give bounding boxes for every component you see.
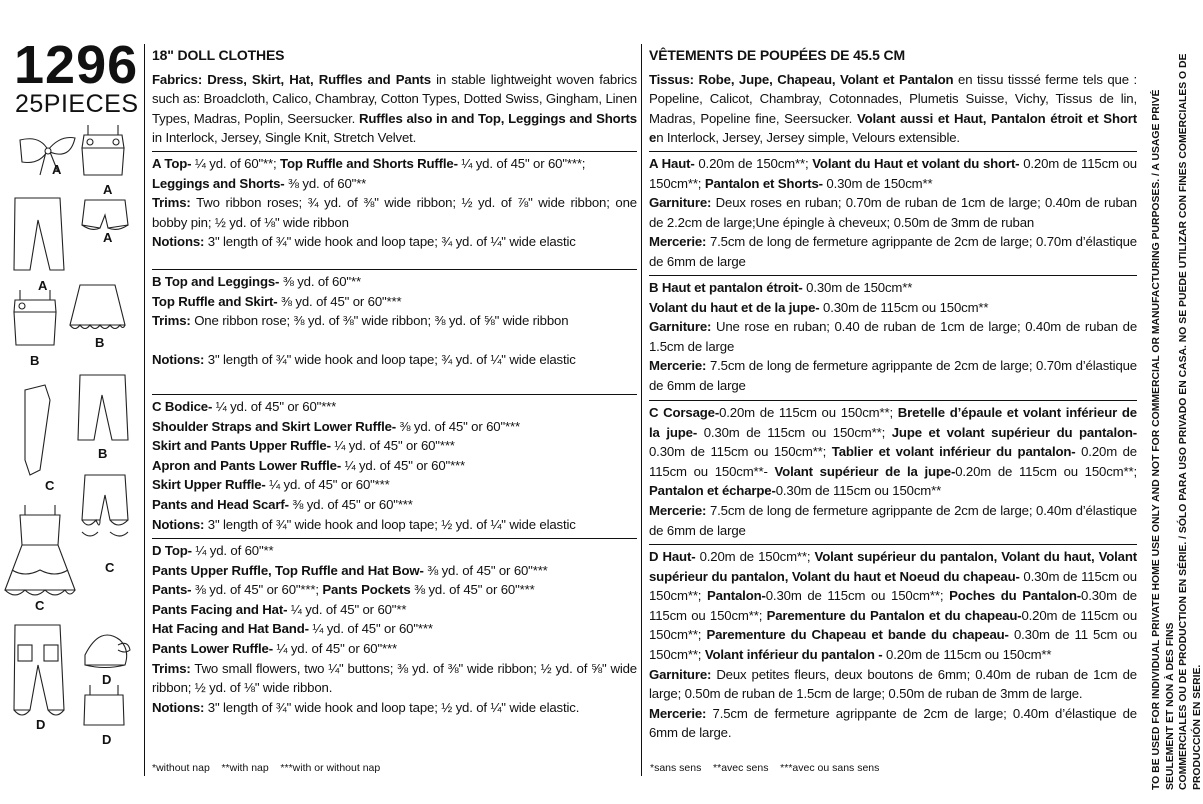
c-cors-label: C Corsage- (649, 404, 720, 420)
sketch-label-a: A (103, 230, 113, 245)
d-facing-text: ¼ yd. of 45" or 60"** (287, 601, 407, 617)
english-footnote: *without nap **with nap ***with or without nap (152, 762, 381, 774)
english-title: 18" DOLL CLOTHES (152, 47, 285, 63)
a-legs-label: Leggings and Shorts- (152, 175, 285, 191)
b-notions-label: Notions: (152, 351, 205, 367)
d-vol-label: Volant supérieur du pantalon, Volant du haut, Volant supérieur du pantalon, Volant du haut et Noeud du chapeau- (649, 548, 1138, 584)
sketch-label-a: A (52, 162, 62, 177)
a-ruffle-label: Top Ruffle and Shorts Ruffle- (280, 155, 458, 171)
pants-d-sketch (14, 625, 64, 715)
c-vsup-text: 0.20m de 115cm ou 150cm**; (955, 463, 1137, 479)
c-apron-label: Apron and Pants Lower Ruffle- (152, 457, 342, 473)
tissus-label: Tissus: Robe, Jupe, Chapeau, Volant et Pantalon (649, 71, 954, 87)
d-vinf-text: 0.20m de 115cm ou 150cm** (882, 646, 1052, 662)
a-top-label: A Top- (152, 155, 192, 171)
fabrics-label: Fabrics: Dress, Skirt, Hat, Ruffles and Pants (152, 71, 431, 87)
d-merc-text: 7.5cm de fermeture agrippante de 2cm de large; 0.40m d’élastique de 6mm de large. (649, 705, 1137, 741)
c-ech-label: Pantalon et écharpe- (649, 483, 776, 499)
d-merc-label: Mercerie: (649, 705, 707, 721)
d-vinf-label: Volant inférieur du pantalon - (704, 646, 883, 662)
b-top-text: ⅜ yd. of 60"** (279, 273, 361, 289)
english-section-b (152, 270, 637, 395)
sketch-label-c: C (45, 478, 55, 493)
c-bret-text: 0.30m de 115cm ou 150cm**; (697, 424, 892, 440)
d-haut-text: 0.20m de 150cm**; (695, 548, 815, 564)
hat-d-sketch (85, 635, 130, 668)
c-bret-label: Bretelle d’épaule et volant inférieur de la jupe- (649, 404, 1137, 440)
divider-middle (641, 44, 642, 776)
d-garn-text: Deux petites fleurs, deux boutons de 6mm; 0.40m de ruban de 1cm de large; 0.50m de ruban de 1.5cm de large; 0.50m de ruban de 3mm de large. (649, 666, 1137, 702)
d-poch-label: Poches du Pantalon- (949, 588, 1082, 604)
a-merc-label: Mercerie: (649, 234, 707, 250)
d-pants-text: ⅜ yd. of 45" or 60"***; (191, 582, 323, 598)
side-disclaimer (1150, 30, 1203, 790)
sketch-panel (0, 120, 140, 760)
d-garn-label: Garniture: (649, 666, 712, 682)
c-notions-label: Notions: (152, 516, 205, 532)
sketch-label-c: C (105, 560, 115, 575)
c-upper-label: Skirt Upper Ruffle- (152, 477, 266, 493)
french-tissus (649, 68, 1137, 152)
pants-c-sketch (82, 475, 128, 536)
french-section-a (649, 152, 1137, 276)
d-par2-text: 0.30m de 11 5cm ou 150cm**; (649, 627, 1138, 662)
leggings-b-sketch (78, 375, 128, 440)
side-disclaimer-line-2: COMMERCIALES OU DE PRODUCTION EN SÉRIE. / SÓLO PARA USO PRIVADO EN CASA. NO SE PUEDE UTILIZAR CON FINES COMERCIALES O DE PRODUCCIÓN EN SERIE. (1178, 53, 1203, 790)
a-volant-label: Volant du Haut et volant du short- (812, 155, 1020, 171)
pattern-number: 1296 (14, 35, 139, 95)
d-lower-text: ¼ yd. of 45" or 60"*** (272, 640, 397, 656)
b-garn-text: Une rose en ruban; 0.40 de ruban de 1cm de large; 0.40m de ruban de 1.5cm de large (649, 319, 1137, 354)
a-haut-text: 0.20m de 150cm**; (694, 155, 813, 171)
b-haut-label: B Haut et pantalon étroit- (649, 279, 803, 295)
d-hatband-label: Hat Facing and Hat Band- (152, 621, 309, 637)
sketch-label-b: B (30, 353, 40, 368)
french-section-b (649, 276, 1137, 401)
d-pockets-label: Pants Pockets (322, 582, 411, 598)
a-legs-text: ⅜ yd. of 60"** (284, 175, 367, 191)
sketch-label-a: A (38, 278, 48, 293)
c-jupe-label: Jupe et volant supérieur du pantalon- (891, 424, 1138, 440)
shorts-sketch (82, 200, 128, 229)
top-d-sketch (84, 685, 124, 725)
english-fabrics (152, 68, 637, 152)
french-section-c (649, 401, 1137, 545)
c-skirt-text: ¼ yd. of 45" or 60"*** (330, 438, 455, 454)
dress-c-sketch (5, 505, 75, 595)
divider-left (144, 44, 145, 776)
sketch-label-a: A (103, 182, 113, 197)
d-hatband-text: ¼ yd. of 45" or 60"*** (308, 621, 433, 637)
side-disclaimer-line-1: TO BE USED FOR INDIVIDUAL PRIVATE HOME USE ONLY AND NOT FOR COMMERCIAL OR MANUFACTURING PURPOSES. / A USAGE PRIVÉ SEULEMENT ET NON À DES FINS (1151, 89, 1176, 790)
fabrics-text-2: in Interlock, Jersey, Single Knit, Stretch Velvet. (152, 130, 417, 146)
french-section-d (649, 545, 1137, 743)
c-vsup-label: Volant supérieur de la jupe- (774, 463, 956, 479)
d-pant-text: 0.30m de 115cm ou 150cm**; (765, 588, 950, 604)
a-pant-label: Pantalon et Shorts- (704, 175, 823, 191)
a-notions-label: Notions: (152, 234, 205, 250)
b-volant-label: Volant du haut et de la jupe- (649, 299, 820, 315)
tissus-text-2: n Interlock, Jersey, Jersey simple, Velours extensible. (656, 130, 960, 146)
english-column (152, 44, 637, 717)
d-pockets-text: ⅜ yd. of 45" or 60"*** (410, 582, 535, 598)
pieces-count: 25PIECES (15, 90, 139, 118)
c-bodice-label: C Bodice- (152, 398, 213, 414)
c-upper-text: ¼ yd. of 45" or 60"*** (265, 477, 390, 493)
french-column (649, 44, 1137, 743)
c-bodice-text: ¼ yd. of 45" or 60"*** (212, 398, 337, 414)
c-tab-label: Tablier et volant inférieur du pantalon- (831, 444, 1076, 460)
english-section-a (152, 152, 637, 270)
tissus-label-2: Volant aussi et Haut, Pantalon étroit et Short e (649, 110, 1137, 146)
scarf-sketch (25, 385, 50, 475)
b-notions-text: 3" length of ¾" wide hook and loop tape; ¾ yd. of ¼" wide elastic (204, 351, 576, 367)
d-vol-text: 0.30m de 115cm ou 150cm**; (649, 568, 1137, 604)
a-notions-text: 3" length of ¾" wide hook and loop tape; ¾ yd. of ¼" wide elastic (204, 234, 576, 250)
top-b-sketch (14, 290, 56, 345)
d-par-text: 0.20m de 115cm ou 150cm**; (649, 607, 1137, 643)
b-garn-label: Garniture: (649, 319, 712, 335)
c-straps-label: Shoulder Straps and Skirt Lower Ruffle- (152, 418, 397, 434)
d-haut-label: D Haut- (649, 548, 696, 564)
d-poch-text: 0.30m de 115cm ou 150cm**; (649, 588, 1137, 623)
french-title: VÊTEMENTS DE POUPÉES DE 45.5 CM (649, 47, 905, 63)
english-section-c (152, 395, 637, 539)
d-upper-label: Pants Upper Ruffle, Top Ruffle and Hat Bow- (152, 562, 424, 578)
english-section-d (152, 539, 637, 717)
b-haut-text: 0.30m de 150cm** (802, 279, 913, 295)
sketch-label-b: B (95, 335, 105, 350)
bow-sketch (20, 138, 75, 176)
a-garn-label: Garniture: (649, 195, 712, 211)
d-par2-label: Parementure du Chapeau et bande du chapeau- (706, 627, 1009, 643)
d-upper-text: ⅜ yd. of 45" or 60"*** (423, 562, 548, 578)
d-top-text: ¼ yd. of 60"** (191, 542, 274, 558)
c-merc-label: Mercerie: (649, 502, 707, 518)
a-haut-label: A Haut- (649, 155, 695, 171)
b-ruffle-label: Top Ruffle and Skirt- (152, 293, 278, 309)
french-footnote: *sans sens **avec sens ***avec ou sans sens (650, 762, 880, 774)
leggings-sketch (14, 198, 64, 270)
garment-sketches (0, 120, 140, 760)
a-volant-text: 0.20m de 115cm ou 150cm**; (649, 155, 1137, 191)
c-scarf-label: Pants and Head Scarf- (152, 496, 289, 512)
fabrics-text: in stable lightweight woven fabrics such as: Broadcloth, Calico, Chambray, Cotton Types, Dotted Swiss, Gingham, Linen Types, Madras, Poplin, Seersucker. (152, 71, 637, 126)
a-pant-text: 0.30m de 150cm** (822, 175, 933, 191)
c-apron-text: ¼ yd. of 45" or 60"*** (341, 457, 466, 473)
d-trims-label: Trims: (152, 660, 191, 676)
sketch-label-d: D (102, 672, 112, 687)
d-par-label: Parementure du Pantalon et du chapeau- (766, 607, 1022, 623)
sketch-label-b: B (98, 446, 108, 461)
b-top-label: B Top and Leggings- (152, 273, 280, 289)
d-pants-label: Pants- (152, 582, 192, 598)
c-straps-text: ⅜ yd. of 45" or 60"*** (396, 418, 520, 434)
b-ruffle-text: ⅜ yd. of 45" or 60"*** (277, 293, 402, 309)
b-trims-label: Trims: (152, 313, 191, 329)
d-trims-text: Two small flowers, two ¼" buttons; ⅜ yd. of ⅜" wide ribbon; ½ yd. of ⅝" wide ribbon; ½ yd. of ⅛" wide ribbon. (152, 660, 637, 696)
a-ruffle-text: ¼ yd. of 45" or 60"***; (457, 155, 586, 171)
c-notions-text: 3" length of ¾" wide hook and loop tape; ½ yd. of ¼" wide elastic (204, 516, 576, 532)
top-a-sketch (82, 125, 124, 175)
c-skirt-label: Skirt and Pants Upper Ruffle- (152, 438, 331, 454)
sketch-label-d: D (102, 732, 112, 747)
c-scarf-text: ⅜ yd. of 45" or 60"*** (288, 496, 413, 512)
a-trims-label: Trims: (152, 195, 191, 211)
skirt-b-sketch (70, 285, 125, 329)
d-notions-label: Notions: (152, 699, 205, 715)
sketch-label-d: D (36, 717, 46, 732)
c-ech-text: 0.30m de 115cm ou 150cm** (775, 483, 942, 499)
b-volant-text: 0.30m de 115cm ou 150cm** (819, 299, 989, 315)
c-cors-text: 0.20m de 115cm ou 150cm**; (719, 404, 898, 420)
d-notions-text: 3" length of ¾" wide hook and loop tape; ½ yd. of ¼" wide elastic. (204, 699, 580, 715)
d-facing-label: Pants Facing and Hat- (152, 601, 288, 617)
fabrics-label-2: Ruffles also in and Top, Leggings and Shorts (359, 110, 637, 126)
b-merc-text: 7.5cm de long de fermeture agrippante de 2cm de large; 0.70m d’élastique de 6mm de large (649, 358, 1137, 393)
b-merc-label: Mercerie: (649, 358, 707, 374)
sketch-label-c: C (35, 598, 45, 613)
d-top-label: D Top- (152, 542, 192, 558)
d-pant-label: Pantalon- (707, 588, 766, 604)
c-tab-text: 0.20m de 115cm ou 150cm**- (649, 444, 1137, 479)
a-garn-text: Deux roses en ruban; 0.70m de ruban de 1cm de large; 0.40m de ruban de 2.2cm de large;Une épingle à cheveux; 0.50m de 3mm de ruban (649, 195, 1137, 230)
b-trims-text: One ribbon rose; ⅜ yd. of ⅜" wide ribbon; ⅜ yd. of ⅝" wide ribbon (190, 313, 569, 329)
c-merc-text: 7.5cm de long de fermeture agrippante de 2cm de large; 0.40m d’élastique de 6mm de large (649, 502, 1137, 538)
a-trims-text: Two ribbon roses; ¾ yd. of ⅜" wide ribbon; ½ yd. of ⅞" wide ribbon; one bobby pin; ½ yd. of ⅛" wide ribbon (152, 195, 637, 230)
a-top-text: ¼ yd. of 60"**; (191, 155, 281, 171)
c-jupe-text: 0.30m de 115cm ou 150cm**; (649, 444, 832, 460)
a-merc-text: 7.5cm de long de fermeture agrippante de 2cm de large; 0.70m d’élastique de 6mm de large (649, 234, 1137, 269)
d-lower-label: Pants Lower Ruffle- (152, 640, 273, 656)
tissus-text: en tissu tisssé ferme tels que : Popeline, Calicot, Chambray, Cotonnades, Plumetis Suisse, Vichy, Tissus de lin, Madras, Popeline fine, Seersucker. (649, 71, 1137, 126)
